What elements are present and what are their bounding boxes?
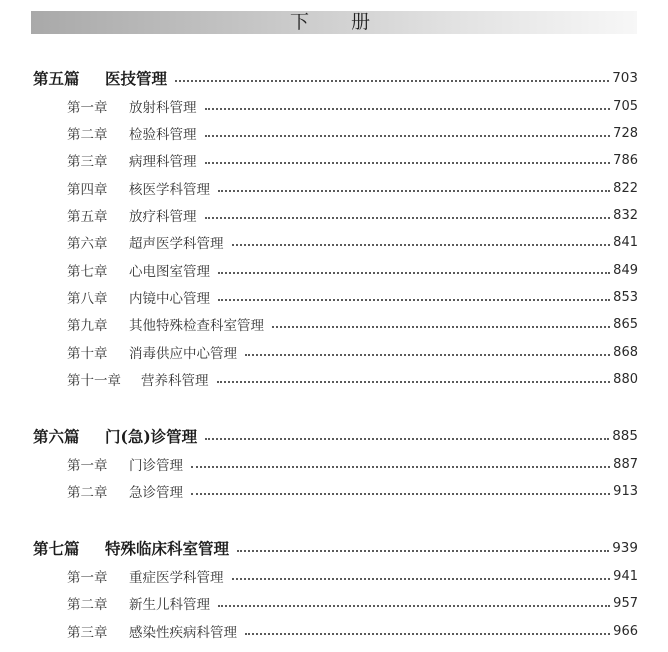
- dot-leader: [245, 354, 610, 356]
- dot-leader: [217, 381, 611, 383]
- chapter-page-number: 868: [613, 344, 638, 360]
- toc-chapter[interactable]: [67, 480, 638, 502]
- chapter-title: 其他特殊检查科室管理: [129, 318, 264, 334]
- toc-part-5[interactable]: [33, 67, 638, 89]
- chapter-page-number: 853: [613, 289, 638, 305]
- chapter-number: 第三章: [67, 625, 108, 641]
- dot-leader: [218, 190, 610, 192]
- toc-part-7[interactable]: [33, 537, 638, 559]
- toc-chapter[interactable]: [67, 177, 638, 199]
- dot-leader: [245, 633, 610, 635]
- part-page-number: 939: [612, 540, 638, 556]
- part-page-number: 703: [612, 70, 638, 86]
- toc-chapter[interactable]: [67, 149, 638, 171]
- chapter-number: 第十章: [67, 346, 108, 362]
- dot-leader: [218, 272, 610, 274]
- chapter-title: 核医学科管理: [129, 182, 210, 198]
- dot-leader: [205, 135, 611, 137]
- chapter-title: 放射科管理: [129, 100, 197, 116]
- dot-leader: [232, 244, 611, 246]
- chapter-page-number: 849: [613, 262, 638, 278]
- chapter-page-number: 913: [613, 483, 638, 499]
- chapter-title: 营养科管理: [141, 373, 209, 389]
- toc-chapter[interactable]: [67, 231, 638, 253]
- chapter-number: 第九章: [67, 318, 108, 334]
- chapter-page-number: 887: [613, 456, 638, 472]
- chapter-number: 第八章: [67, 291, 108, 307]
- chapter-title: 重症医学科管理: [129, 570, 224, 586]
- chapter-title: 超声医学科管理: [129, 236, 224, 252]
- toc-chapter[interactable]: [67, 453, 638, 475]
- dot-leader: [205, 108, 611, 110]
- toc-chapter[interactable]: [67, 286, 638, 308]
- dot-leader: [237, 550, 609, 552]
- dot-leader: [218, 299, 610, 301]
- toc-chapter[interactable]: [67, 620, 638, 642]
- chapter-title: 放疗科管理: [129, 209, 197, 225]
- chapter-page-number: 941: [613, 568, 638, 584]
- toc-chapter[interactable]: [67, 122, 638, 144]
- chapter-page-number: 966: [613, 623, 638, 639]
- dot-leader: [191, 466, 610, 468]
- chapter-number: 第二章: [67, 127, 108, 143]
- toc-part-6[interactable]: [33, 425, 638, 447]
- chapter-title: 消毒供应中心管理: [129, 346, 237, 362]
- chapter-title: 急诊管理: [129, 485, 183, 501]
- chapter-title: 内镜中心管理: [129, 291, 210, 307]
- chapter-number: 第二章: [67, 485, 108, 501]
- chapter-title: 检验科管理: [129, 127, 197, 143]
- part-number: 第六篇: [33, 427, 80, 446]
- chapter-page-number: 841: [613, 234, 638, 250]
- dot-leader: [232, 578, 611, 580]
- dot-leader: [218, 605, 610, 607]
- chapter-title: 感染性疾病科管理: [129, 625, 237, 641]
- chapter-page-number: 705: [613, 98, 638, 114]
- part-title: 门(急)诊管理: [105, 427, 198, 446]
- chapter-page-number: 957: [613, 595, 638, 611]
- dot-leader: [205, 438, 609, 440]
- chapter-page-number: 865: [613, 316, 638, 332]
- volume-title: 下 册: [289, 11, 389, 33]
- dot-leader: [191, 493, 610, 495]
- chapter-number: 第七章: [67, 264, 108, 280]
- chapter-page-number: 786: [613, 152, 638, 168]
- toc-chapter[interactable]: [67, 592, 638, 614]
- volume-header-banner: [31, 11, 637, 34]
- toc-chapter[interactable]: [67, 368, 638, 390]
- chapter-number: 第十一章: [67, 373, 121, 389]
- dot-leader: [175, 80, 609, 82]
- chapter-number: 第一章: [67, 100, 108, 116]
- chapter-page-number: 728: [613, 125, 638, 141]
- chapter-title: 病理科管理: [129, 154, 197, 170]
- toc-chapter[interactable]: [67, 95, 638, 117]
- chapter-number: 第一章: [67, 458, 108, 474]
- toc-chapter[interactable]: [67, 204, 638, 226]
- part-title: 医技管理: [105, 69, 168, 88]
- chapter-number: 第三章: [67, 154, 108, 170]
- chapter-number: 第一章: [67, 570, 108, 586]
- part-number: 第七篇: [33, 539, 80, 558]
- toc-chapter[interactable]: [67, 259, 638, 281]
- chapter-title: 心电图室管理: [129, 264, 210, 280]
- part-number: 第五篇: [33, 69, 80, 88]
- chapter-page-number: 880: [613, 371, 638, 387]
- toc-chapter[interactable]: [67, 313, 638, 335]
- chapter-number: 第四章: [67, 182, 108, 198]
- chapter-number: 第二章: [67, 597, 108, 613]
- chapter-page-number: 822: [613, 180, 638, 196]
- chapter-number: 第五章: [67, 209, 108, 225]
- chapter-title: 新生儿科管理: [129, 597, 210, 613]
- chapter-title: 门诊管理: [129, 458, 183, 474]
- dot-leader: [272, 326, 610, 328]
- part-page-number: 885: [612, 428, 638, 444]
- dot-leader: [205, 162, 611, 164]
- chapter-number: 第六章: [67, 236, 108, 252]
- part-title: 特殊临床科室管理: [105, 539, 230, 558]
- dot-leader: [205, 217, 611, 219]
- toc-chapter[interactable]: [67, 565, 638, 587]
- toc-chapter[interactable]: [67, 341, 638, 363]
- chapter-page-number: 832: [613, 207, 638, 223]
